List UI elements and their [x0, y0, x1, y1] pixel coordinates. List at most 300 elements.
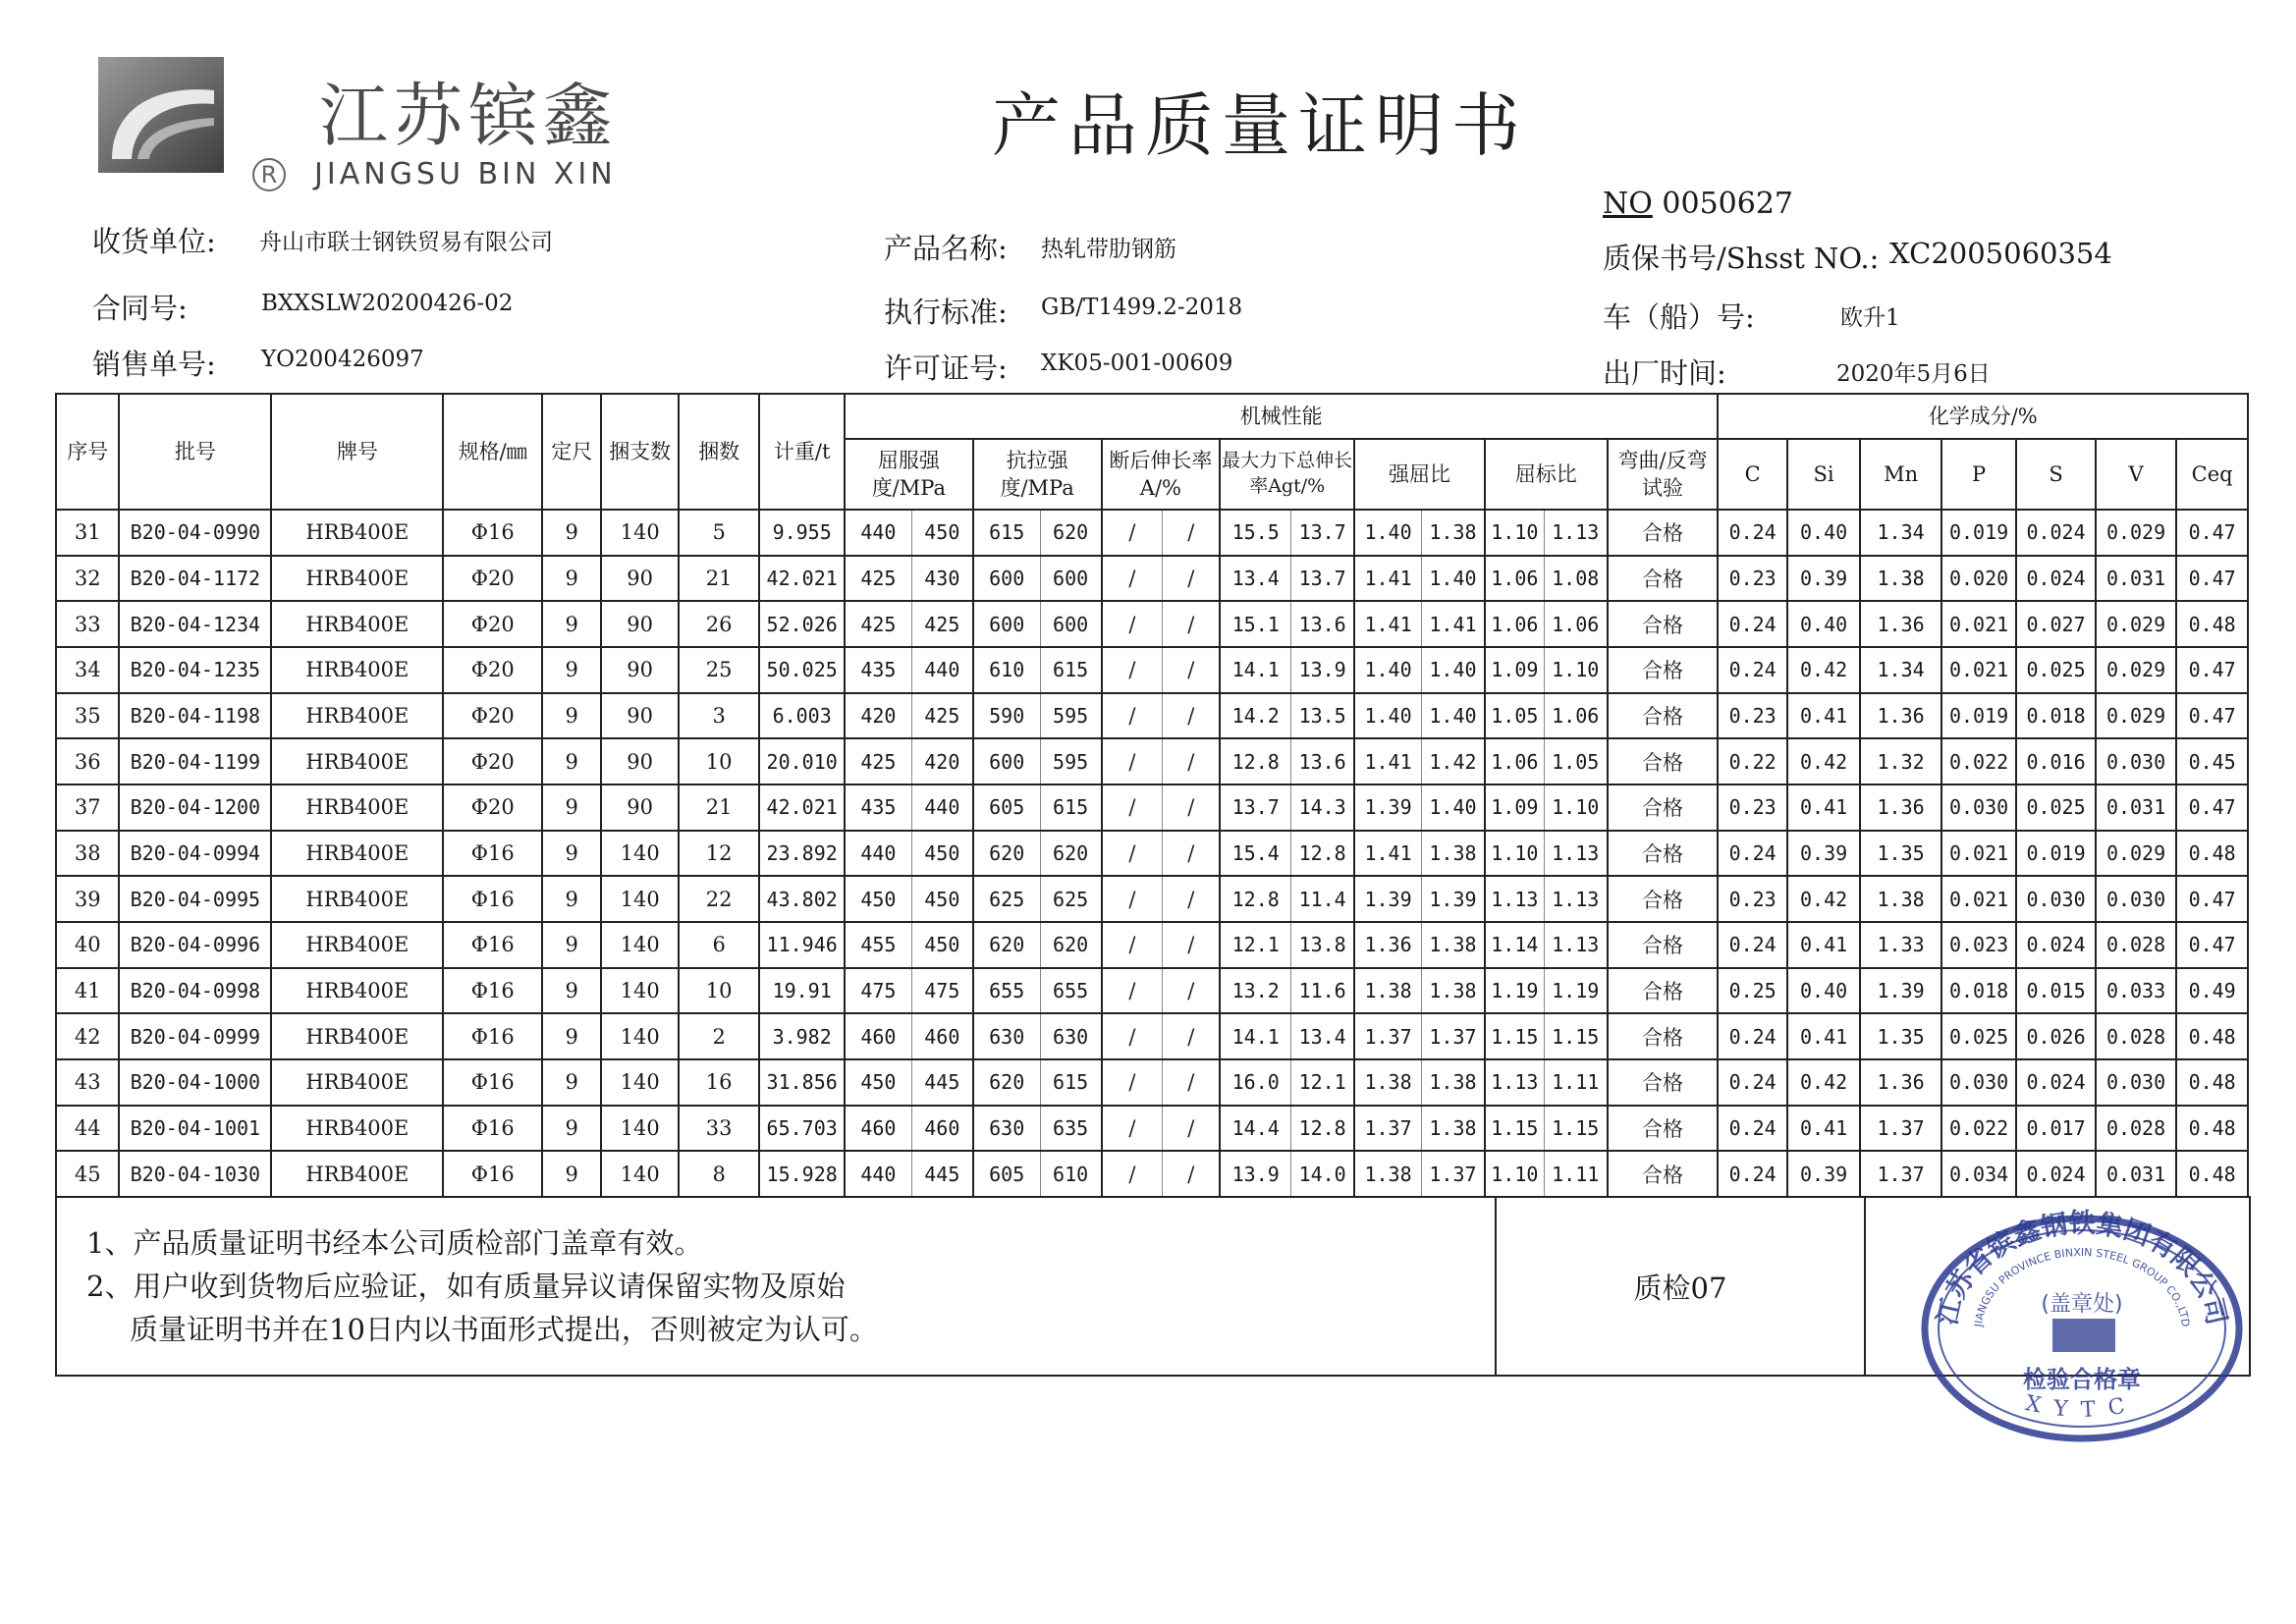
- header-weight: 计重/t: [759, 394, 845, 510]
- cell-s: 0.019: [2016, 831, 2096, 877]
- cell-b1: 1.10: [1485, 831, 1544, 877]
- cell-batch: B20-04-0995: [119, 876, 271, 922]
- cell-s: 0.030: [2016, 876, 2096, 922]
- cell-r1: 1.41: [1354, 556, 1421, 602]
- cell-g1: 14.1: [1220, 647, 1290, 693]
- header-chemical: 化学成分/%: [1718, 394, 2248, 439]
- cell-p: 0.021: [1941, 601, 2016, 647]
- product-value: 热轧带肋钢筋: [1041, 237, 1176, 262]
- cell-b2: 1.06: [1544, 601, 1607, 647]
- vehicle-label: 车（船）号:: [1603, 300, 1755, 334]
- cell-e1: /: [1102, 922, 1163, 968]
- cell-c: 0.24: [1718, 601, 1786, 647]
- cell-v: 0.029: [2096, 831, 2177, 877]
- cell-g2: 13.9: [1291, 647, 1354, 693]
- sales-order-field: [92, 343, 424, 383]
- cell-p: 0.021: [1941, 876, 2016, 922]
- cell-e1: /: [1102, 831, 1163, 877]
- cell-mn: 1.37: [1860, 1151, 1941, 1197]
- cell-e1: /: [1102, 785, 1163, 831]
- cell-t2: 620: [1040, 831, 1101, 877]
- cell-y2: 420: [911, 738, 972, 785]
- cell-seq: 40: [56, 922, 119, 968]
- cell-spec: Φ16: [443, 968, 542, 1014]
- cell-e2: /: [1163, 968, 1220, 1014]
- cell-c: 0.22: [1718, 738, 1786, 785]
- cell-bend: 合格: [1608, 693, 1719, 739]
- cell-bundles: 21: [679, 785, 760, 831]
- cell-b2: 1.13: [1544, 510, 1607, 556]
- cell-mn: 1.36: [1860, 785, 1941, 831]
- cell-batch: B20-04-1200: [119, 785, 271, 831]
- cell-si: 0.40: [1787, 510, 1860, 556]
- cell-g2: 12.8: [1291, 831, 1354, 877]
- cell-v: 0.031: [2096, 556, 2177, 602]
- sales-label: 销售单号:: [92, 348, 216, 381]
- cell-e1: /: [1102, 693, 1163, 739]
- cell-e1: /: [1102, 556, 1163, 602]
- cell-bend: 合格: [1608, 1151, 1719, 1197]
- cell-y2: 450: [911, 831, 972, 877]
- cell-v: 0.030: [2096, 876, 2177, 922]
- cell-weight: 31.856: [759, 1059, 845, 1106]
- cell-t1: 620: [973, 1059, 1040, 1106]
- standard-label: 执行标准:: [884, 296, 1008, 329]
- cell-b2: 1.08: [1544, 556, 1607, 602]
- cell-batch: B20-04-0990: [119, 510, 271, 556]
- cell-b2: 1.10: [1544, 647, 1607, 693]
- cell-b2: 1.13: [1544, 876, 1607, 922]
- header-mn: Mn: [1860, 439, 1941, 510]
- cell-bend: 合格: [1608, 1013, 1719, 1059]
- cell-t1: 655: [973, 968, 1040, 1014]
- notes-cell: [56, 1197, 1496, 1376]
- cell-t2: 620: [1040, 510, 1101, 556]
- cell-batch: B20-04-1235: [119, 647, 271, 693]
- cell-len: 9: [542, 1151, 601, 1197]
- cell-v: 0.028: [2096, 1013, 2177, 1059]
- cell-si: 0.41: [1787, 922, 1860, 968]
- cell-g1: 12.1: [1220, 922, 1290, 968]
- cell-e2: /: [1163, 1059, 1220, 1106]
- cell-pcs: 90: [601, 693, 678, 739]
- cell-g1: 13.2: [1220, 968, 1290, 1014]
- cell-bundles: 10: [679, 738, 760, 785]
- cell-si: 0.41: [1787, 785, 1860, 831]
- cell-r2: 1.38: [1422, 922, 1485, 968]
- cell-e2: /: [1163, 922, 1220, 968]
- cell-g2: 13.7: [1291, 556, 1354, 602]
- cell-bundles: 33: [679, 1106, 760, 1152]
- cell-pcs: 140: [601, 831, 678, 877]
- cell-ceq: 0.47: [2176, 556, 2248, 602]
- cell-g1: 14.4: [1220, 1106, 1290, 1152]
- cell-t1: 615: [973, 510, 1040, 556]
- cell-g2: 14.3: [1291, 785, 1354, 831]
- header-elongation: 断后伸长率A/%: [1102, 439, 1221, 510]
- cell-mn: 1.35: [1860, 1013, 1941, 1059]
- cell-s: 0.017: [2016, 1106, 2096, 1152]
- cell-batch: B20-04-1000: [119, 1059, 271, 1106]
- contract-value: BXXSLW20200426-02: [261, 291, 514, 316]
- table-row: [56, 1106, 2248, 1152]
- cell-t2: 635: [1040, 1106, 1101, 1152]
- cell-bend: 合格: [1608, 831, 1719, 877]
- company-name-cn: 江苏镔鑫: [319, 76, 618, 156]
- cell-y1: 450: [845, 876, 911, 922]
- cell-t2: 630: [1040, 1013, 1101, 1059]
- cell-g2: 11.6: [1291, 968, 1354, 1014]
- cell-len: 9: [542, 738, 601, 785]
- cell-pcs: 140: [601, 1151, 678, 1197]
- stamp-en-text: JIANGSU PROVINCE BINXIN STEEL GROUP CO.,LTD: [1972, 1245, 2192, 1328]
- standard-field: [884, 291, 1243, 331]
- cell-r2: 1.38: [1422, 510, 1485, 556]
- cell-t2: 625: [1040, 876, 1101, 922]
- cell-g1: 14.1: [1220, 1013, 1290, 1059]
- cell-r1: 1.38: [1354, 968, 1421, 1014]
- cell-bundles: 25: [679, 647, 760, 693]
- cell-s: 0.024: [2016, 922, 2096, 968]
- cell-spec: Φ20: [443, 738, 542, 785]
- cell-y1: 450: [845, 1059, 911, 1106]
- cert-number-field: [1603, 237, 2112, 277]
- cell-v: 0.033: [2096, 968, 2177, 1014]
- company-name-en: JIANGSU BIN XIN: [314, 157, 617, 191]
- cell-b2: 1.13: [1544, 922, 1607, 968]
- cell-batch: B20-04-0994: [119, 831, 271, 877]
- cell-v: 0.031: [2096, 785, 2177, 831]
- cell-r2: 1.39: [1422, 876, 1485, 922]
- cell-r2: 1.40: [1422, 647, 1485, 693]
- cell-g2: 14.0: [1291, 1151, 1354, 1197]
- cell-p: 0.030: [1941, 1059, 2016, 1106]
- cell-y2: 450: [911, 876, 972, 922]
- cell-bundles: 22: [679, 876, 760, 922]
- cell-g1: 12.8: [1220, 738, 1290, 785]
- table-row: [56, 510, 2248, 556]
- cell-seq: 42: [56, 1013, 119, 1059]
- cell-r2: 1.37: [1422, 1013, 1485, 1059]
- cell-e1: /: [1102, 510, 1163, 556]
- cell-si: 0.41: [1787, 1106, 1860, 1152]
- license-value: XK05-001-00609: [1041, 351, 1233, 376]
- cell-g2: 13.6: [1291, 738, 1354, 785]
- cell-c: 0.23: [1718, 556, 1786, 602]
- cell-y1: 425: [845, 601, 911, 647]
- cell-g2: 13.8: [1291, 922, 1354, 968]
- cell-e2: /: [1163, 1106, 1220, 1152]
- cell-len: 9: [542, 1059, 601, 1106]
- cell-b1: 1.10: [1485, 1151, 1544, 1197]
- cell-t1: 620: [973, 922, 1040, 968]
- no-label: NO: [1603, 187, 1653, 221]
- cell-g1: 13.4: [1220, 556, 1290, 602]
- cell-t2: 600: [1040, 601, 1101, 647]
- cell-len: 9: [542, 693, 601, 739]
- cell-spec: Φ20: [443, 693, 542, 739]
- inspector-cell: [1496, 1197, 1865, 1376]
- cell-ceq: 0.48: [2176, 831, 2248, 877]
- sales-value: YO200426097: [261, 347, 424, 372]
- cell-e2: /: [1163, 693, 1220, 739]
- cell-b1: 1.14: [1485, 922, 1544, 968]
- cell-weight: 23.892: [759, 831, 845, 877]
- cell-c: 0.24: [1718, 922, 1786, 968]
- stamp-center-text: (盖章处): [2041, 1292, 2123, 1317]
- table-row: [56, 1013, 2248, 1059]
- cell-bend: 合格: [1608, 738, 1719, 785]
- cell-r1: 1.36: [1354, 922, 1421, 968]
- cell-len: 9: [542, 968, 601, 1014]
- cell-b2: 1.15: [1544, 1013, 1607, 1059]
- cell-e1: /: [1102, 601, 1163, 647]
- cell-mn: 1.33: [1860, 922, 1941, 968]
- cell-g2: 13.4: [1291, 1013, 1354, 1059]
- cell-bundles: 3: [679, 693, 760, 739]
- cell-e2: /: [1163, 831, 1220, 877]
- standard-value: GB/T1499.2-2018: [1041, 295, 1243, 320]
- cell-pcs: 140: [601, 1106, 678, 1152]
- cell-ceq: 0.48: [2176, 1059, 2248, 1106]
- cell-p: 0.034: [1941, 1151, 2016, 1197]
- cell-b1: 1.09: [1485, 785, 1544, 831]
- cell-grade: HRB400E: [271, 876, 443, 922]
- header-length: 定尺: [542, 394, 601, 510]
- contract-field: [92, 287, 514, 327]
- cell-pcs: 90: [601, 647, 678, 693]
- header-batch: 批号: [119, 394, 271, 510]
- inspection-stamp-icon: [1905, 1203, 2259, 1443]
- cell-len: 9: [542, 831, 601, 877]
- cell-e2: /: [1163, 601, 1220, 647]
- cell-r2: 1.37: [1422, 1151, 1485, 1197]
- cell-batch: B20-04-0996: [119, 922, 271, 968]
- table-row: [56, 922, 2248, 968]
- cell-p: 0.022: [1941, 1106, 2016, 1152]
- cell-y2: 475: [911, 968, 972, 1014]
- cell-s: 0.025: [2016, 647, 2096, 693]
- cell-b1: 1.05: [1485, 693, 1544, 739]
- cell-bend: 合格: [1608, 647, 1719, 693]
- cell-weight: 50.025: [759, 647, 845, 693]
- cell-y1: 425: [845, 738, 911, 785]
- header-spec: 规格/㎜: [443, 394, 542, 510]
- cell-y2: 440: [911, 647, 972, 693]
- consignee-value: 舟山市联士钢铁贸易有限公司: [259, 230, 553, 255]
- cell-si: 0.42: [1787, 647, 1860, 693]
- cell-g2: 13.6: [1291, 601, 1354, 647]
- header-ceq: Ceq: [2176, 439, 2248, 510]
- cell-r1: 1.41: [1354, 831, 1421, 877]
- cell-seq: 36: [56, 738, 119, 785]
- header-tensile: 抗拉强度/MPa: [973, 439, 1102, 510]
- cell-pcs: 90: [601, 556, 678, 602]
- cell-ceq: 0.47: [2176, 647, 2248, 693]
- license-field: [884, 347, 1233, 387]
- company-logo-icon: [98, 57, 224, 173]
- cell-bend: 合格: [1608, 1059, 1719, 1106]
- cell-weight: 3.982: [759, 1013, 845, 1059]
- cell-v: 0.029: [2096, 510, 2177, 556]
- cell-b1: 1.15: [1485, 1013, 1544, 1059]
- cell-seq: 41: [56, 968, 119, 1014]
- cell-bend: 合格: [1608, 876, 1719, 922]
- cell-b2: 1.05: [1544, 738, 1607, 785]
- vehicle-value: 欧升1: [1840, 305, 1900, 331]
- cell-v: 0.031: [2096, 1151, 2177, 1197]
- cell-ceq: 0.47: [2176, 693, 2248, 739]
- cell-bundles: 12: [679, 831, 760, 877]
- cell-c: 0.25: [1718, 968, 1786, 1014]
- cell-y2: 450: [911, 510, 972, 556]
- cell-t2: 595: [1040, 738, 1101, 785]
- cell-grade: HRB400E: [271, 831, 443, 877]
- cell-e2: /: [1163, 556, 1220, 602]
- cell-b1: 1.06: [1485, 601, 1544, 647]
- cell-r1: 1.39: [1354, 785, 1421, 831]
- cell-bend: 合格: [1608, 922, 1719, 968]
- cell-p: 0.018: [1941, 968, 2016, 1014]
- inspector-label: 质检07: [1633, 1271, 1727, 1305]
- cell-p: 0.019: [1941, 693, 2016, 739]
- cell-s: 0.024: [2016, 1151, 2096, 1197]
- cell-len: 9: [542, 510, 601, 556]
- cell-bundles: 8: [679, 1151, 760, 1197]
- cell-weight: 9.955: [759, 510, 845, 556]
- cell-c: 0.23: [1718, 785, 1786, 831]
- cell-pcs: 140: [601, 922, 678, 968]
- certificate-number: [1603, 187, 1793, 221]
- stamp-bottom-text: 检验合格章: [2023, 1366, 2141, 1393]
- cell-spec: Φ16: [443, 876, 542, 922]
- cell-r2: 1.38: [1422, 1106, 1485, 1152]
- header-agt: 最大力下总伸长率Agt/%: [1220, 439, 1354, 510]
- cell-b1: 1.06: [1485, 556, 1544, 602]
- cell-mn: 1.34: [1860, 510, 1941, 556]
- cell-pcs: 140: [601, 510, 678, 556]
- cell-pcs: 140: [601, 876, 678, 922]
- cell-y2: 445: [911, 1151, 972, 1197]
- cell-t1: 600: [973, 556, 1040, 602]
- cell-bundles: 21: [679, 556, 760, 602]
- cell-b2: 1.11: [1544, 1059, 1607, 1106]
- cell-weight: 6.003: [759, 693, 845, 739]
- cell-spec: Φ16: [443, 510, 542, 556]
- cell-c: 0.24: [1718, 1151, 1786, 1197]
- cell-seq: 35: [56, 693, 119, 739]
- cell-s: 0.015: [2016, 968, 2096, 1014]
- cell-spec: Φ16: [443, 1151, 542, 1197]
- cell-weight: 42.021: [759, 785, 845, 831]
- cell-spec: Φ16: [443, 1013, 542, 1059]
- cell-y2: 460: [911, 1106, 972, 1152]
- cell-r2: 1.42: [1422, 738, 1485, 785]
- cell-y2: 425: [911, 601, 972, 647]
- cell-e1: /: [1102, 1151, 1163, 1197]
- cell-v: 0.028: [2096, 1106, 2177, 1152]
- cell-y1: 460: [845, 1013, 911, 1059]
- cell-si: 0.39: [1787, 556, 1860, 602]
- cell-r1: 1.41: [1354, 738, 1421, 785]
- cell-len: 9: [542, 922, 601, 968]
- cell-seq: 33: [56, 601, 119, 647]
- cell-e1: /: [1102, 968, 1163, 1014]
- cell-bend: 合格: [1608, 556, 1719, 602]
- cell-e1: /: [1102, 1059, 1163, 1106]
- cell-seq: 31: [56, 510, 119, 556]
- cell-e2: /: [1163, 738, 1220, 785]
- cell-g1: 12.8: [1220, 876, 1290, 922]
- cell-si: 0.41: [1787, 693, 1860, 739]
- cell-e2: /: [1163, 510, 1220, 556]
- cell-b1: 1.10: [1485, 510, 1544, 556]
- cell-t1: 625: [973, 876, 1040, 922]
- cell-pcs: 140: [601, 968, 678, 1014]
- cell-b2: 1.06: [1544, 693, 1607, 739]
- svg-text:XYTC: [2023, 1391, 2140, 1423]
- cell-y1: 440: [845, 831, 911, 877]
- cell-s: 0.018: [2016, 693, 2096, 739]
- cell-ceq: 0.49: [2176, 968, 2248, 1014]
- header-si: Si: [1787, 439, 1860, 510]
- cell-v: 0.028: [2096, 922, 2177, 968]
- note-1: 1、产品质量证明书经本公司质检部门盖章有效。: [86, 1226, 703, 1260]
- cell-y1: 455: [845, 922, 911, 968]
- quality-table: [55, 393, 2249, 1198]
- header-seq: 序号: [56, 394, 119, 510]
- cell-grade: HRB400E: [271, 738, 443, 785]
- cell-spec: Φ20: [443, 601, 542, 647]
- cell-t2: 595: [1040, 693, 1101, 739]
- cell-seq: 34: [56, 647, 119, 693]
- cell-si: 0.42: [1787, 876, 1860, 922]
- cell-p: 0.021: [1941, 831, 2016, 877]
- cell-ceq: 0.48: [2176, 601, 2248, 647]
- cell-si: 0.42: [1787, 1059, 1860, 1106]
- cell-v: 0.029: [2096, 693, 2177, 739]
- cell-p: 0.030: [1941, 785, 2016, 831]
- table-row: [56, 647, 2248, 693]
- cell-e1: /: [1102, 647, 1163, 693]
- cell-r1: 1.41: [1354, 601, 1421, 647]
- cell-mn: 1.36: [1860, 1059, 1941, 1106]
- header-yield: 屈服强度/MPa: [845, 439, 973, 510]
- cell-seq: 38: [56, 831, 119, 877]
- cell-weight: 15.928: [759, 1151, 845, 1197]
- cert-label: 质保书号/Shsst NO.:: [1603, 242, 1880, 275]
- cell-b1: 1.13: [1485, 1059, 1544, 1106]
- cell-seq: 39: [56, 876, 119, 922]
- cell-batch: B20-04-1198: [119, 693, 271, 739]
- cell-r2: 1.40: [1422, 785, 1485, 831]
- cell-si: 0.40: [1787, 968, 1860, 1014]
- cell-e2: /: [1163, 1013, 1220, 1059]
- cell-t1: 630: [973, 1013, 1040, 1059]
- cell-g1: 13.7: [1220, 785, 1290, 831]
- cell-ceq: 0.48: [2176, 1151, 2248, 1197]
- table-row: [56, 968, 2248, 1014]
- cell-weight: 42.021: [759, 556, 845, 602]
- cell-y2: 445: [911, 1059, 972, 1106]
- cell-mn: 1.32: [1860, 738, 1941, 785]
- cell-grade: HRB400E: [271, 510, 443, 556]
- cell-t2: 600: [1040, 556, 1101, 602]
- cell-seq: 32: [56, 556, 119, 602]
- note-2: 2、用户收到货物后应验证，如有质量异议请保留实物及原始: [86, 1270, 846, 1303]
- cell-s: 0.026: [2016, 1013, 2096, 1059]
- cell-ceq: 0.45: [2176, 738, 2248, 785]
